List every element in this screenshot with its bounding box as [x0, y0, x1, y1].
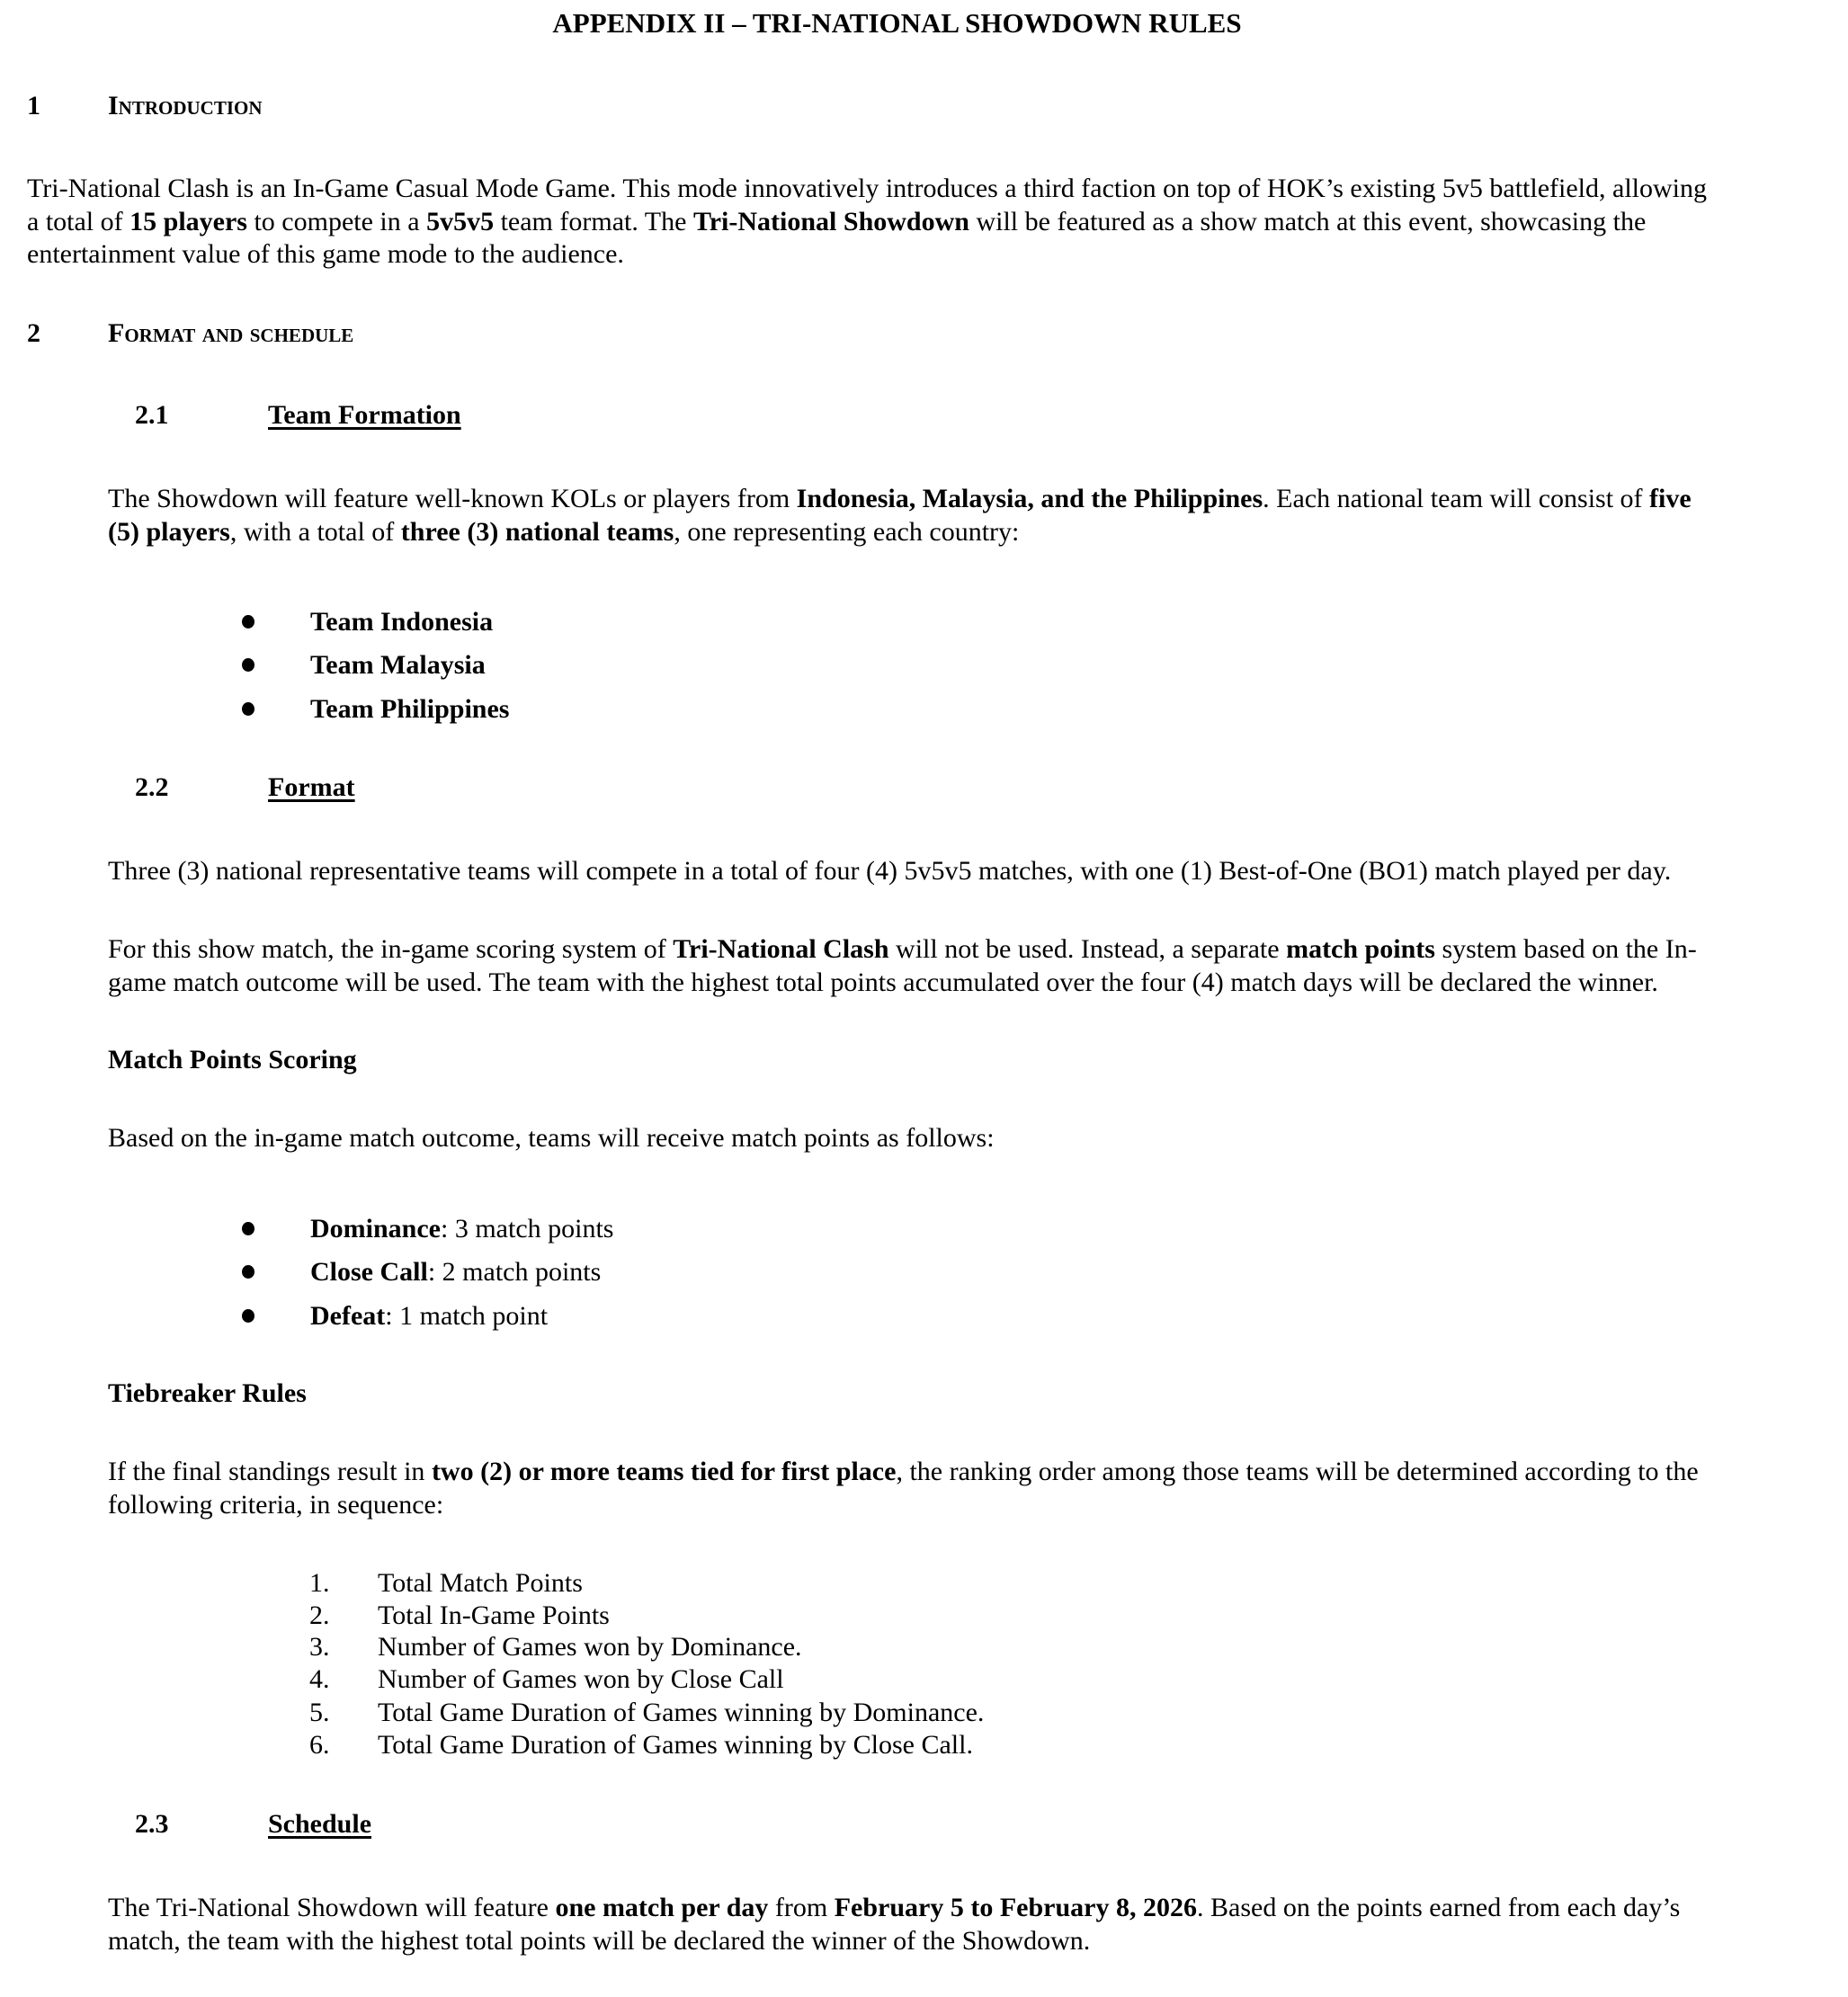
scoring-label: Close Call — [310, 1257, 428, 1287]
paragraph-line — [108, 855, 1671, 888]
text: If the final standings result in — [108, 1457, 432, 1486]
format-paragraph-2 — [108, 933, 1697, 999]
bullet-icon — [242, 615, 254, 629]
bold-text: February 5 to February 8, 2026 — [834, 1893, 1197, 1922]
paragraph-line — [108, 1489, 1699, 1522]
text: Tri-National Clash is an In-Game Casual Mode Game. This mode innovatively introduces a third faction on top of HOK’s existing 5v5 battlefield, allowing — [27, 174, 1707, 203]
bullet-icon — [242, 702, 254, 716]
criteria-number: 6. — [309, 1730, 330, 1760]
criteria-number: 1. — [309, 1568, 330, 1598]
subsection-heading-schedule: Schedule — [268, 1809, 372, 1839]
subsection-heading-format: Format — [268, 772, 355, 802]
text: will be featured as a show match at this event, showcasing the — [969, 206, 1647, 236]
text: The Showdown will feature well-known KOLs or players from — [108, 484, 797, 513]
scoring-item — [310, 1207, 613, 1251]
bold-text: five — [1649, 484, 1692, 513]
scoring-label: Defeat — [310, 1301, 386, 1331]
section-heading-format-and-schedule: Format and schedule — [108, 318, 354, 348]
text: The Tri-National Showdown will feature — [108, 1893, 556, 1922]
bold-text: one match per day — [555, 1893, 769, 1922]
subsection-number: 2.3 — [135, 1809, 169, 1839]
text: will not be used. Instead, a separate — [888, 934, 1287, 964]
criteria-number: 2. — [309, 1600, 330, 1630]
match-points-intro: Based on the in-game match outcome, teams will receive match points as follows: — [108, 1123, 995, 1153]
section-number: 1 — [27, 91, 40, 120]
criteria-text: Number of Games won by Dominance. — [378, 1632, 802, 1662]
criteria-text: Total Game Duration of Games winning by Close Call. — [378, 1730, 973, 1760]
bullet-icon — [242, 1309, 254, 1323]
criteria-text: Total Game Duration of Games winning by Dominance. — [378, 1698, 985, 1727]
schedule-paragraph — [108, 1892, 1680, 1957]
paragraph-line — [27, 173, 1707, 206]
team-name: Team Philippines — [310, 694, 510, 724]
bullet-icon — [242, 1222, 254, 1235]
criteria-number: 5. — [309, 1698, 330, 1727]
scoring-label: Dominance — [310, 1214, 441, 1244]
text: system based on the In- — [1434, 934, 1697, 964]
bold-text: Indonesia, Malaysia, and the Philippines — [796, 484, 1263, 513]
text: , with a total of — [229, 516, 401, 547]
paragraph-line — [108, 483, 1692, 516]
text: team format. The — [494, 206, 693, 236]
text: a total of — [27, 206, 130, 236]
bullet-icon — [242, 1265, 254, 1279]
bullet-icon — [242, 658, 254, 672]
match-points-scoring-heading: Match Points Scoring — [108, 1045, 357, 1074]
format-paragraph-1 — [108, 855, 1671, 888]
tiebreaker-rules-heading: Tiebreaker Rules — [108, 1378, 307, 1408]
scoring-value: : 1 match point — [385, 1301, 549, 1331]
paragraph-line — [27, 238, 1707, 272]
paragraph-line — [108, 516, 1692, 549]
bold-text: 15 players — [129, 206, 247, 236]
section-heading-introduction: Introduction — [108, 91, 263, 120]
text: match, the team with the highest total points will be declared the winner of the Showdown. — [108, 1925, 1091, 1956]
intro-paragraph — [27, 173, 1707, 272]
paragraph-line — [108, 1892, 1680, 1925]
team-name: Team Indonesia — [310, 607, 494, 637]
text: . Based on the points earned from each day’s — [1197, 1893, 1681, 1922]
criteria-text: Total In-Game Points — [378, 1600, 610, 1630]
team-formation-paragraph — [108, 483, 1692, 548]
text: . Each national team will consist of — [1263, 484, 1650, 513]
text: to compete in a — [246, 206, 427, 236]
bold-text: two (2) or more teams tied for first place — [431, 1457, 897, 1486]
text: entertainment value of this game mode to the audience. — [27, 239, 624, 269]
scoring-value: : 2 match points — [427, 1257, 602, 1287]
paragraph-line — [27, 206, 1707, 239]
text: , the ranking order among those teams will be determined according to the — [896, 1457, 1699, 1486]
document-title-text: APPENDIX II – TRI-NATIONAL SHOWDOWN RULES — [552, 7, 1242, 39]
tiebreaker-paragraph — [108, 1456, 1699, 1521]
bold-text: three (3) national teams — [400, 516, 674, 547]
scoring-item — [310, 1294, 548, 1338]
paragraph-line — [108, 1925, 1680, 1958]
paragraph-line — [108, 933, 1697, 967]
bold-text: 5v5v5 — [426, 206, 495, 236]
subsection-heading-team-formation: Team Formation — [268, 400, 461, 430]
criteria-number: 4. — [309, 1664, 330, 1694]
paragraph-line — [108, 1456, 1699, 1489]
section-number: 2 — [27, 318, 40, 348]
text: following criteria, in sequence: — [108, 1489, 444, 1520]
criteria-text: Total Match Points — [378, 1568, 583, 1598]
subsection-number: 2.2 — [135, 772, 169, 802]
text: , one representing each country: — [674, 516, 1020, 547]
document-title — [0, 7, 1848, 40]
text: For this show match, the in-game scoring system of — [108, 934, 674, 964]
bold-text: match points — [1286, 934, 1435, 964]
paragraph-line — [108, 967, 1697, 1000]
text: game match outcome will be used. The team with the highest total points accumulated over the four (4) match days will be declared the winner. — [108, 967, 1658, 997]
subsection-number: 2.1 — [135, 400, 169, 430]
scoring-value: : 3 match points — [441, 1214, 614, 1244]
criteria-text: Number of Games won by Close Call — [378, 1664, 784, 1694]
text: from — [768, 1893, 835, 1922]
bold-text: Tri-National Showdown — [692, 206, 969, 236]
scoring-item — [310, 1250, 601, 1294]
text: Three (3) national representative teams will compete in a total of four (4) 5v5v5 matches, with one (1) Best-of-One (BO1) match played per day. — [108, 856, 1672, 886]
bold-text: Tri-National Clash — [673, 934, 889, 964]
team-name: Team Malaysia — [310, 650, 486, 680]
bold-text: (5) players — [108, 516, 230, 547]
criteria-number: 3. — [309, 1632, 330, 1662]
